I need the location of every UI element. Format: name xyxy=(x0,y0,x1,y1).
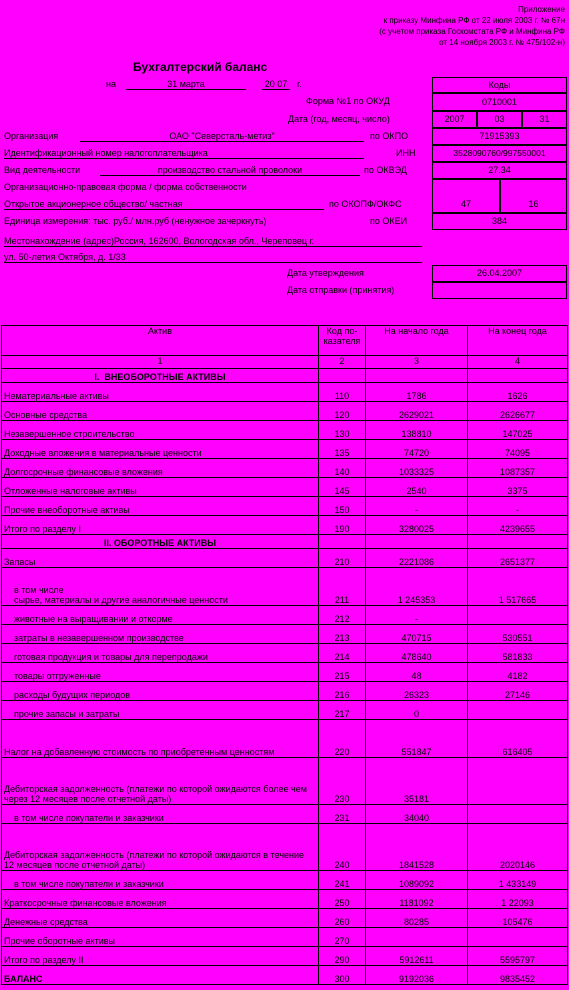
row-end-value xyxy=(468,928,568,947)
approval-label: Дата утверждения xyxy=(287,268,364,278)
table-colnum-row xyxy=(2,356,568,369)
row-name: готовая продукция и товары для перепродажи xyxy=(2,644,319,663)
inn-underline xyxy=(4,158,364,159)
code-day: 31 xyxy=(522,111,567,128)
row-end-value: 530551 xyxy=(468,625,568,644)
row-name: Отложенные налоговые активы xyxy=(2,478,319,497)
section-row xyxy=(2,369,568,383)
date-suffix: г. xyxy=(297,79,302,89)
sending-date xyxy=(432,282,567,299)
row-name: БАЛАНС xyxy=(2,966,319,985)
row-name: Денежные средства xyxy=(2,909,319,928)
row-code: 150 xyxy=(319,497,366,516)
table-row xyxy=(2,909,568,928)
row-start-value: - xyxy=(366,606,468,625)
code-year: 2007 xyxy=(432,111,477,128)
table-row xyxy=(2,516,568,535)
row-start-value: 1181092 xyxy=(366,890,468,909)
row-name: в том числе покупатели и заказчики xyxy=(2,871,319,890)
balance-table xyxy=(1,325,568,985)
row-end-value: 4182 xyxy=(468,663,568,682)
row-name: Долгосрочные финансовые вложения xyxy=(2,459,319,478)
row-end-value: 74095 xyxy=(468,440,568,459)
org-label: Организация xyxy=(4,131,59,141)
row-code: 220 xyxy=(319,720,366,758)
annex-line-2: к приказу Минфина РФ от 22 июля 2003 г. № 67н xyxy=(383,16,565,25)
legal-form-value: Открытое акционерное общество/ частная xyxy=(4,199,324,210)
row-code: 214 xyxy=(319,644,366,663)
row-end-value: 4239655 xyxy=(468,516,568,535)
row-start-value xyxy=(366,369,468,383)
row-start-value: 48 xyxy=(366,663,468,682)
activity-value: производство стальной проволоки xyxy=(100,165,360,176)
row-name: Итого по разделу II xyxy=(2,947,319,966)
okfs-code: 16 xyxy=(500,179,567,213)
row-code: 231 xyxy=(319,805,366,824)
row-name: Незавершенное строительство xyxy=(2,421,319,440)
row-start-value: 478640 xyxy=(366,644,468,663)
row-end-value: - xyxy=(468,497,568,516)
row-name: Налог на добавленную стоимость по приобретенным ценностям xyxy=(2,720,319,758)
row-start-value: 551847 xyxy=(366,720,468,758)
table-row xyxy=(2,758,568,805)
row-start-value xyxy=(366,535,468,549)
row-start-value: 138810 xyxy=(366,421,468,440)
date-prefix: на xyxy=(106,79,116,89)
table-header-row xyxy=(2,326,568,356)
header-start: На начало года xyxy=(366,326,468,356)
row-end-value xyxy=(468,758,568,805)
row-start-value: 1 245353 xyxy=(366,568,468,606)
row-code: 210 xyxy=(319,549,366,568)
row-name: Основные средства xyxy=(2,402,319,421)
row-code: 212 xyxy=(319,606,366,625)
row-start-value: 3280025 xyxy=(366,516,468,535)
colnum-1: 1 xyxy=(2,356,319,369)
unit-label: Единица измерения: тыс. руб./ млн.руб (ненужное зачеркнуть) xyxy=(4,216,267,226)
colnum-3: 3 xyxy=(366,356,468,369)
row-name: Прочие внеоборотные активы xyxy=(2,497,319,516)
row-end-value xyxy=(468,606,568,625)
row-start-value: 2540 xyxy=(366,478,468,497)
okei-label: по ОКЕИ xyxy=(370,216,408,226)
org-value: ОАО "Северсталь-метиз" xyxy=(80,131,364,142)
row-code: 120 xyxy=(319,402,366,421)
row-start-value: 0 xyxy=(366,701,468,720)
okopf-label: по ОКОПФ/ОКФС xyxy=(329,199,402,209)
date-year: 20 07 xyxy=(262,79,290,90)
header-asset: Актив xyxy=(2,326,319,356)
row-name: затраты в незавершенном производстве xyxy=(2,625,319,644)
row-name: в том числе покупатели и заказчики xyxy=(2,805,319,824)
row-code: 135 xyxy=(319,440,366,459)
row-code: 215 xyxy=(319,663,366,682)
row-name: товары отгруженные xyxy=(2,663,319,682)
row-start-value: - xyxy=(366,497,468,516)
row-code: 216 xyxy=(319,682,366,701)
row-end-value: 3375 xyxy=(468,478,568,497)
colnum-2: 2 xyxy=(319,356,366,369)
row-start-value: 1033325 xyxy=(366,459,468,478)
table-row xyxy=(2,625,568,644)
row-code: 260 xyxy=(319,909,366,928)
row-code: 213 xyxy=(319,625,366,644)
row-code: 217 xyxy=(319,701,366,720)
row-start-value: 35181 xyxy=(366,758,468,805)
row-start-value: 1089092 xyxy=(366,871,468,890)
row-end-value xyxy=(468,805,568,824)
table-row xyxy=(2,805,568,824)
row-end-value: 616405 xyxy=(468,720,568,758)
row-name: Дебиторская задолженность (платежи по которой ожидаются в течение 12 месяцев после отчетной даты) xyxy=(2,824,319,871)
row-name: расходы будущих периодов xyxy=(2,682,319,701)
row-start-value: 470715 xyxy=(366,625,468,644)
code-month: 03 xyxy=(477,111,522,128)
annex-line-1: Приложение xyxy=(518,5,565,14)
row-name: в том числе сырье, материалы и другие аналогичные ценности xyxy=(2,568,319,606)
row-name: II. ОБОРОТНЫЕ АКТИВЫ xyxy=(2,535,319,549)
table-row xyxy=(2,402,568,421)
row-end-value: 147025 xyxy=(468,421,568,440)
row-name: Прочие оборотные активы xyxy=(2,928,319,947)
row-end-value: 1 433149 xyxy=(468,871,568,890)
row-start-value: 1786 xyxy=(366,383,468,402)
table-row xyxy=(2,478,568,497)
activity-label: Вид деятельности xyxy=(4,165,81,175)
form-label: Форма №1 по ОКУД xyxy=(306,96,390,106)
row-name: I. ВНЕОБОРОТНЫЕ АКТИВЫ xyxy=(2,369,319,383)
table-row xyxy=(2,663,568,682)
page-title: Бухгалтерский баланс xyxy=(133,60,268,74)
row-end-value: 5595797 xyxy=(468,947,568,966)
row-name: животные на выращивании и откорме xyxy=(2,606,319,625)
row-code: 211 xyxy=(319,568,366,606)
table-row xyxy=(2,966,568,985)
row-end-value: 2626677 xyxy=(468,402,568,421)
row-code: 300 xyxy=(319,966,366,985)
row-start-value: 74720 xyxy=(366,440,468,459)
row-start-value: 5912611 xyxy=(366,947,468,966)
row-code xyxy=(319,369,366,383)
row-end-value: 1 517665 xyxy=(468,568,568,606)
row-code: 140 xyxy=(319,459,366,478)
row-end-value: 105476 xyxy=(468,909,568,928)
row-name: Дебиторская задолженность (платежи по которой ожидаются более чем через 12 месяцев после отчетной даты) xyxy=(2,758,319,805)
row-start-value: 26323 xyxy=(366,682,468,701)
table-row xyxy=(2,947,568,966)
table-row xyxy=(2,824,568,871)
form-code: 0710001 xyxy=(432,93,567,111)
row-end-value: 1626 xyxy=(468,383,568,402)
location-line-1: Местонахождение (адрес)Россия, 162600, Вологодская обл., Череповец г. xyxy=(4,236,422,247)
approval-date: 26.04.2007 xyxy=(432,265,567,282)
row-name: прочие запасы и затраты xyxy=(2,701,319,720)
table-row xyxy=(2,606,568,625)
row-code: 270 xyxy=(319,928,366,947)
colnum-4: 4 xyxy=(468,356,568,369)
table-row xyxy=(2,440,568,459)
date-day-month: 31 марта xyxy=(126,79,246,90)
section-row xyxy=(2,535,568,549)
row-end-value: 581833 xyxy=(468,644,568,663)
table-row xyxy=(2,720,568,758)
okved-label: по ОКВЭД xyxy=(364,165,407,175)
table-row xyxy=(2,871,568,890)
annex-line-4: от 14 ноября 2003 г. № 475/102-н) xyxy=(439,38,565,47)
header-end: На конец года xyxy=(468,326,568,356)
table-row xyxy=(2,890,568,909)
table-row xyxy=(2,928,568,947)
okei-code: 384 xyxy=(432,213,567,230)
table-row xyxy=(2,497,568,516)
location-line-2: ул. 50-летия Октября, д. 1/33 xyxy=(4,252,422,263)
inn-code: 3528090760/997550001 xyxy=(432,145,567,162)
row-end-value xyxy=(468,701,568,720)
table-row xyxy=(2,421,568,440)
inn-row-label: Идентификационный номер налогоплательщика xyxy=(4,148,208,158)
row-code: 190 xyxy=(319,516,366,535)
row-name: Нематериальные активы xyxy=(2,383,319,402)
row-start-value: 34040 xyxy=(366,805,468,824)
table-row xyxy=(2,459,568,478)
row-code: 290 xyxy=(319,947,366,966)
row-code: 145 xyxy=(319,478,366,497)
row-start-value: 2629021 xyxy=(366,402,468,421)
row-code: 241 xyxy=(319,871,366,890)
header-code: Код по-казателя xyxy=(319,326,366,356)
row-start-value: 1841528 xyxy=(366,824,468,871)
okpo-label: по ОКПО xyxy=(370,131,409,141)
legal-form-label: Организационно-правовая форма / форма собственности xyxy=(4,182,247,192)
row-end-value: 27146 xyxy=(468,682,568,701)
row-name: Итого по разделу I xyxy=(2,516,319,535)
row-start-value: 80285 xyxy=(366,909,468,928)
table-row xyxy=(2,682,568,701)
row-end-value: 2651377 xyxy=(468,549,568,568)
date-label: Дата (год, месяц, число) xyxy=(288,114,390,124)
row-code: 230 xyxy=(319,758,366,805)
row-start-value xyxy=(366,928,468,947)
codes-header: Коды xyxy=(432,77,567,93)
row-start-value: 2221086 xyxy=(366,549,468,568)
table-row xyxy=(2,549,568,568)
table-row xyxy=(2,568,568,606)
table-row xyxy=(2,701,568,720)
row-code xyxy=(319,535,366,549)
row-name: Краткосрочные финансовые вложения xyxy=(2,890,319,909)
row-code: 240 xyxy=(319,824,366,871)
row-end-value: 2020146 xyxy=(468,824,568,871)
row-code: 130 xyxy=(319,421,366,440)
okopf-code: 47 xyxy=(432,179,500,213)
inn-label: ИНН xyxy=(396,148,416,158)
okved-code: 27.34 xyxy=(432,162,567,179)
row-name: Доходные вложения в материальные ценности xyxy=(2,440,319,459)
sending-label: Дата отправки (принятия) xyxy=(287,285,395,295)
row-end-value xyxy=(468,535,568,549)
table-row xyxy=(2,644,568,663)
row-end-value: 1 22093 xyxy=(468,890,568,909)
row-end-value: 1087357 xyxy=(468,459,568,478)
annex-line-3: (с учетом приказа Госкомстата РФ и Минфина РФ xyxy=(379,27,565,36)
row-code: 250 xyxy=(319,890,366,909)
row-name: Запасы xyxy=(2,549,319,568)
row-start-value: 9192036 xyxy=(366,966,468,985)
table-row xyxy=(2,383,568,402)
okpo-code: 71915393 xyxy=(432,128,567,145)
row-end-value: 9835452 xyxy=(468,966,568,985)
row-code: 110 xyxy=(319,383,366,402)
row-end-value xyxy=(468,369,568,383)
